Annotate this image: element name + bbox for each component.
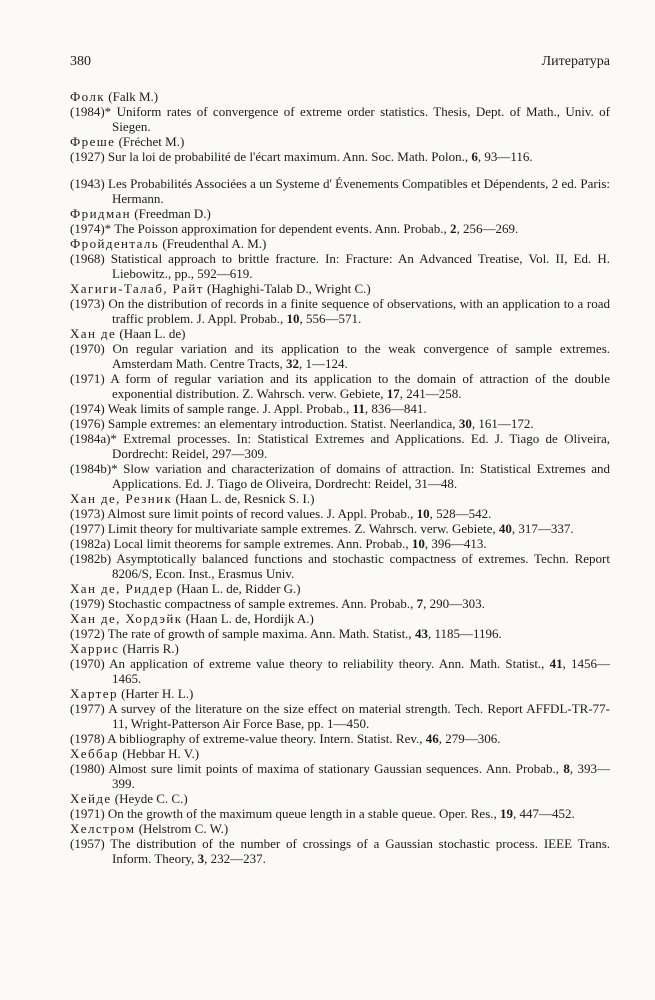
reference-year-label: (1984)* — [70, 104, 112, 119]
reference-year-label: (1973) — [70, 296, 105, 311]
page-header — [70, 54, 610, 70]
author-latin-name: (Haghighi-Talab D., Wright C.) — [207, 281, 371, 296]
reference-year-label: (1968) — [70, 251, 105, 266]
reference-year-label: (1982a) — [70, 536, 111, 551]
reference-year-label: (1943) — [70, 176, 105, 191]
reference-pages: , 528—542. — [429, 506, 492, 521]
bib-author-heading — [70, 236, 610, 251]
reference-text: Almost sure limit points of record values. J. Appl. Probab., — [107, 506, 414, 521]
reference-pages: , 836—841. — [364, 401, 427, 416]
reference-year-label: (1957) — [70, 836, 105, 851]
author-latin-name: (Fréchet M.) — [118, 134, 185, 149]
reference-year-label: (1980) — [70, 761, 105, 776]
author-name: Фреше — [70, 134, 116, 149]
reference-pages: , 447—452. — [513, 806, 575, 821]
reference-volume: 43 — [414, 626, 428, 641]
bib-author-heading — [70, 281, 610, 296]
reference-year-label: (1977) — [70, 521, 105, 536]
reference-year-label: (1971) — [70, 806, 105, 821]
reference-year-label: (1972) — [70, 626, 105, 641]
bib-author-heading — [70, 746, 610, 761]
reference-text: The distribution of the number of crossings of a Gaussian stochastic process. IEEE Trans. Inform. Theory, — [110, 836, 610, 866]
author-latin-name: (Haan L. de, Ridder G.) — [176, 581, 301, 596]
bib-author-heading — [70, 326, 610, 341]
reference-year-label: (1979) — [70, 596, 105, 611]
reference-text: The rate of growth of sample maxima. Ann. Math. Statist., — [107, 626, 412, 641]
reference-text: On the distribution of records in a finite sequence of observations, with an application to a road traffic problem. J. Appl. Probab., — [108, 296, 611, 326]
reference-text: Extremal processes. In: Statistical Extremes and Applications. Ed. J. Tiago de Oliveira, Dordrecht: Reidel, 297—309. — [112, 431, 611, 461]
reference-pages: , 290—303. — [423, 596, 485, 611]
bib-author-heading — [70, 611, 610, 626]
bib-author-heading — [70, 686, 610, 701]
author-name: Хеббар — [70, 746, 120, 761]
reference-text: On regular variation and its application to the weak convergence of sample extremes. Amsterdam Math. Centre Tracts, — [112, 341, 610, 371]
bib-reference — [70, 551, 610, 581]
author-latin-name: (Harris R.) — [122, 641, 179, 656]
reference-text: Uniform rates of convergence of extreme order statistics. Thesis, Dept. of Math., Univ. of Siegen. — [112, 104, 610, 134]
bib-reference — [70, 761, 610, 791]
reference-pages: , 161—172. — [471, 416, 534, 431]
bib-reference — [70, 701, 610, 731]
reference-year-label: (1927) — [70, 149, 105, 164]
author-name: Фройденталь — [70, 236, 160, 251]
reference-volume: 19 — [500, 806, 513, 821]
author-latin-name: (Haan L. de) — [119, 326, 186, 341]
bib-reference — [70, 296, 610, 326]
reference-year-label: (1976) — [70, 416, 105, 431]
reference-text: Weak limits of sample range. J. Appl. Probab., — [107, 401, 350, 416]
reference-text: Local limit theorems for sample extremes. Ann. Probab., — [113, 536, 409, 551]
reference-pages: , 256—269. — [456, 221, 519, 236]
bib-reference — [70, 461, 610, 491]
bib-reference — [70, 596, 610, 611]
reference-pages: , 1—124. — [299, 356, 348, 371]
bib-reference — [70, 836, 610, 866]
bib-reference — [70, 626, 610, 641]
author-name: Хейде — [70, 791, 112, 806]
bib-reference — [70, 251, 610, 281]
reference-pages: , 279—306. — [438, 731, 501, 746]
author-latin-name: (Freudenthal A. M.) — [162, 236, 267, 251]
reference-volume: 10 — [416, 506, 430, 521]
bib-reference — [70, 416, 610, 431]
reference-volume: 30 — [458, 416, 472, 431]
reference-text: Stochastic compactness of sample extremes. Ann. Probab., — [107, 596, 414, 611]
bib-reference — [70, 149, 610, 164]
reference-volume: 7 — [416, 596, 424, 611]
reference-text: On the growth of the maximum queue length in a stable queue. Oper. Res., — [107, 806, 497, 821]
reference-text: Les Probabilités Associées a un Systeme d' Évenements Compatibles et Dépendents, 2 ed. Paris: Hermann. — [108, 176, 611, 206]
reference-volume: 40 — [498, 521, 512, 536]
reference-year-label: (1984b)* — [70, 461, 118, 476]
reference-text: Asymptotically balanced functions and stochastic compactness of extremes. Techn. Report 8206/S, Econ. Inst., Erasmus Univ. — [112, 551, 610, 581]
bib-reference — [70, 656, 610, 686]
author-latin-name: (Falk M.) — [108, 89, 159, 104]
bib-reference — [70, 104, 610, 134]
reference-year-label: (1973) — [70, 506, 105, 521]
reference-pages: , 396—413. — [424, 536, 487, 551]
reference-pages: , 241—258. — [399, 386, 462, 401]
reference-volume: 2 — [449, 221, 457, 236]
author-latin-name: (Helstrom C. W.) — [138, 821, 229, 836]
reference-text: A form of regular variation and its application to the domain of attraction of the double exponential distribution. Z. Wahrsch. verw. Gebiete, — [110, 371, 610, 401]
reference-volume: 10 — [411, 536, 425, 551]
author-name: Хагиги-Талаб, Райт — [70, 281, 204, 296]
reference-volume: 46 — [425, 731, 439, 746]
reference-volume: 6 — [471, 149, 478, 164]
author-latin-name: (Harter H. L.) — [121, 686, 194, 701]
bib-reference — [70, 806, 610, 821]
bib-author-heading — [70, 134, 610, 149]
bib-author-heading — [70, 206, 610, 221]
reference-pages: , 1456—1465. — [112, 656, 610, 686]
author-name: Хартер — [70, 686, 118, 701]
bib-reference — [70, 431, 610, 461]
reference-text: Limit theory for multivariate sample extremes. Z. Wahrsch. verw. Gebiete, — [107, 521, 496, 536]
author-latin-name: (Haan L. de, Hordijk A.) — [185, 611, 314, 626]
reference-volume: 32 — [286, 356, 300, 371]
page-number: 380 — [70, 54, 91, 69]
bib-reference — [70, 176, 610, 206]
bib-reference — [70, 536, 610, 551]
author-name: Хан де, Риддер — [70, 581, 174, 596]
reference-volume: 11 — [352, 401, 365, 416]
bib-author-heading — [70, 491, 610, 506]
bib-reference — [70, 371, 610, 401]
reference-volume: 3 — [197, 851, 205, 866]
bibliography — [70, 89, 610, 866]
reference-pages: , 232—237. — [204, 851, 266, 866]
reference-text: Sample extremes: an elementary introduction. Statist. Neerlandica, — [107, 416, 456, 431]
bib-reference — [70, 731, 610, 746]
bib-reference — [70, 521, 610, 536]
reference-year-label: (1970) — [70, 656, 105, 671]
author-latin-name: (Heyde C. C.) — [114, 791, 188, 806]
bib-reference — [70, 221, 610, 236]
author-name: Фолк — [70, 89, 106, 104]
bib-author-heading — [70, 581, 610, 596]
reference-year-label: (1974)* — [70, 221, 112, 236]
bib-author-heading — [70, 821, 610, 836]
reference-pages: , 1185—1196. — [427, 626, 502, 641]
author-latin-name: (Haan L. de, Resnick S. I.) — [175, 491, 315, 506]
reference-pages: , 556—571. — [299, 311, 362, 326]
reference-text: A bibliography of extreme-value theory. Intern. Statist. Rev., — [107, 731, 423, 746]
author-latin-name: (Hebbar H. V.) — [122, 746, 200, 761]
reference-year-label: (1982b) — [70, 551, 112, 566]
running-title: Литература — [541, 54, 610, 69]
reference-text: Slow variation and characterization of domains of attraction. In: Statistical Extremes and Applications. Ed. J. Tiago de Oliveira, Dordrecht: Reidel, 31—48. — [112, 461, 610, 491]
reference-volume: 41 — [549, 656, 563, 671]
bib-author-heading — [70, 89, 610, 104]
author-latin-name: (Freedman D.) — [134, 206, 211, 221]
reference-text: Almost sure limit points of maxima of stationary Gaussian sequences. Ann. Probab., — [108, 761, 560, 776]
author-name: Хан де, Резник — [70, 491, 173, 506]
reference-text: Statistical approach to brittle fracture. In: Fracture: An Advanced Treatise, Vol. II, Ed. H. Liebowitz., pp., 592—619. — [110, 251, 611, 281]
author-name: Харрис — [70, 641, 120, 656]
reference-year-label: (1984a)* — [70, 431, 117, 446]
reference-volume: 17 — [386, 386, 400, 401]
author-name: Хелстром — [70, 821, 136, 836]
reference-year-label: (1970) — [70, 341, 105, 356]
reference-pages: , 317—337. — [511, 521, 574, 536]
bib-author-heading — [70, 791, 610, 806]
bib-reference — [70, 341, 610, 371]
author-name: Фридман — [70, 206, 132, 221]
reference-text: Sur la loi de probabilité de l'écart maximum. Ann. Soc. Math. Polon., — [107, 149, 469, 164]
reference-year-label: (1978) — [70, 731, 105, 746]
reference-year-label: (1971) — [70, 371, 105, 386]
reference-volume: 10 — [286, 311, 300, 326]
reference-volume: 8 — [563, 761, 570, 776]
bib-reference — [70, 506, 610, 521]
reference-pages: , 93—116. — [477, 149, 533, 164]
reference-text: The Poisson approximation for dependent events. Ann. Probab., — [114, 221, 447, 236]
reference-year-label: (1977) — [70, 701, 105, 716]
author-name: Хан де, Хордэйк — [70, 611, 183, 626]
author-name: Хан де — [70, 326, 117, 341]
reference-text: A survey of the literature on the size effect on material strength. Tech. Report AFFDL-TR-77-11, Wright-Patterson Air Force Base, pp. 1—450. — [108, 701, 610, 731]
reference-text: An application of extreme value theory to reliability theory. Ann. Math. Statist., — [109, 656, 545, 671]
bib-reference — [70, 401, 610, 416]
reference-year-label: (1974) — [70, 401, 105, 416]
bib-author-heading — [70, 641, 610, 656]
reference-pages: , 393—399. — [112, 761, 611, 791]
